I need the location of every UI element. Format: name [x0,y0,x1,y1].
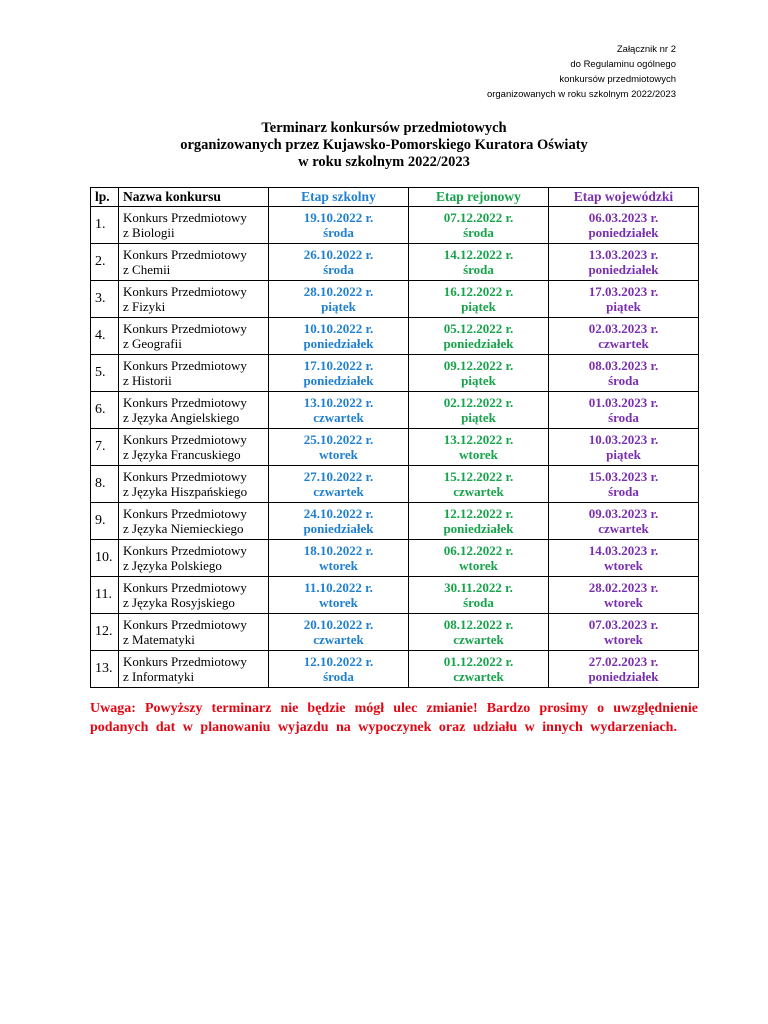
header-voivodeship-stage: Etap wojewódzki [549,188,699,207]
contest-name-line: Konkurs Przedmiotowy [123,654,247,669]
weekday: wtorek [604,595,643,610]
voivodeship-stage-date [549,244,699,281]
weekday: wtorek [459,447,498,462]
voivodeship-stage-date [549,355,699,392]
school-stage-date [269,614,409,651]
date-value: 28.02.2023 r. [588,579,659,595]
regional-stage-date [409,355,549,392]
contest-name-line: z Chemii [123,262,171,277]
date-value: 26.10.2022 r. [303,246,374,262]
weekday: wtorek [319,558,358,573]
contest-name-line: Konkurs Przedmiotowy [123,284,247,299]
table-row [91,318,699,355]
table-row [91,577,699,614]
weekday: piątek [606,299,641,314]
weekday: środa [463,262,494,277]
date-value: 07.03.2023 r. [588,616,659,632]
weekday: poniedziałek [303,336,374,351]
weekday: poniedziałek [588,225,659,240]
attachment-note [487,42,676,102]
weekday: czwartek [598,521,649,536]
contest-name [119,577,269,614]
weekday: wtorek [319,595,358,610]
contest-name-line: z Języka Angielskiego [123,410,240,425]
table-row [91,207,699,244]
date-value: 20.10.2022 r. [303,616,374,632]
date-value: 28.10.2022 r. [303,283,374,299]
regional-stage-date [409,651,549,688]
contest-name [119,651,269,688]
date-value: 12.12.2022 r. [443,505,514,521]
weekday: środa [463,225,494,240]
school-stage-date [269,429,409,466]
weekday: piątek [461,299,496,314]
header-school-stage: Etap szkolny [269,188,409,207]
warning-note: Uwaga: Powyższy terminarz nie będzie mógł ulec zmianie! Bardzo prosimy o uwzględnienie podanych dat w planowaniu wyjazdu na wypoczynek oraz udziału w innych wydarzeniach. [90,701,698,735]
date-value: 06.03.2023 r. [588,209,659,225]
contest-name-line: Konkurs Przedmiotowy [123,580,247,595]
row-number: 3. [91,281,119,318]
weekday: środa [463,595,494,610]
row-number: 13. [91,651,119,688]
table-row [91,355,699,392]
weekday: wtorek [319,447,358,462]
date-value: 02.12.2022 r. [443,394,514,410]
row-number: 1. [91,207,119,244]
date-value: 13.12.2022 r. [443,431,514,447]
row-number: 4. [91,318,119,355]
contest-name [119,614,269,651]
regional-stage-date [409,318,549,355]
date-value: 08.03.2023 r. [588,357,659,373]
table-row [91,392,699,429]
weekday: wtorek [604,632,643,647]
attachment-line: organizowanych w roku szkolnym 2022/2023 [486,89,676,100]
school-stage-date [269,651,409,688]
row-number: 10. [91,540,119,577]
voivodeship-stage-date [549,429,699,466]
date-value: 09.03.2023 r. [588,505,659,521]
contest-name-line: Konkurs Przedmiotowy [123,506,247,521]
row-number: 6. [91,392,119,429]
voivodeship-stage-date [549,651,699,688]
contest-name-line: z Języka Niemieckiego [123,521,244,536]
attachment-line: konkursów przedmiotowych [559,74,676,85]
title-line: organizowanych przez Kujawsko-Pomorskiego Kuratora Oświaty [180,137,588,153]
weekday: środa [323,262,354,277]
voivodeship-stage-date [549,503,699,540]
contest-name [119,466,269,503]
weekday: piątek [461,410,496,425]
regional-stage-date [409,244,549,281]
contest-name-line: z Języka Polskiego [123,558,222,573]
weekday: piątek [606,447,641,462]
weekday: czwartek [313,410,364,425]
contest-name [119,392,269,429]
contest-name-line: z Biologii [123,225,175,240]
school-stage-date [269,392,409,429]
weekday: środa [323,669,354,684]
regional-stage-date [409,281,549,318]
row-number: 8. [91,466,119,503]
contest-name-line: Konkurs Przedmiotowy [123,395,247,410]
date-value: 08.12.2022 r. [443,616,514,632]
school-stage-date [269,540,409,577]
regional-stage-date [409,614,549,651]
date-value: 17.10.2022 r. [303,357,374,373]
weekday: poniedziałek [588,669,659,684]
weekday: poniedziałek [443,336,514,351]
regional-stage-date [409,503,549,540]
contest-name-line: z Geografii [123,336,182,351]
title-line: w roku szkolnym 2022/2023 [298,154,470,170]
contest-name [119,244,269,281]
school-stage-date [269,244,409,281]
regional-stage-date [409,577,549,614]
school-stage-date [269,466,409,503]
weekday: środa [608,373,639,388]
row-number: 7. [91,429,119,466]
voivodeship-stage-date [549,577,699,614]
row-number: 2. [91,244,119,281]
table-row [91,429,699,466]
weekday: czwartek [453,632,504,647]
weekday: środa [323,225,354,240]
regional-stage-date [409,540,549,577]
row-number: 11. [91,577,119,614]
date-value: 10.10.2022 r. [303,320,374,336]
date-value: 25.10.2022 r. [303,431,374,447]
weekday: wtorek [459,558,498,573]
contest-name-line: Konkurs Przedmiotowy [123,543,247,558]
header-regional-stage: Etap rejonowy [409,188,549,207]
table-row [91,540,699,577]
table-row [91,466,699,503]
contest-name-line: Konkurs Przedmiotowy [123,358,247,373]
regional-stage-date [409,429,549,466]
date-value: 15.03.2023 r. [588,468,659,484]
table-header-row [91,188,699,207]
contest-name-line: Konkurs Przedmiotowy [123,617,247,632]
date-value: 27.02.2023 r. [588,653,659,669]
weekday: środa [608,410,639,425]
row-number: 9. [91,503,119,540]
title-line: Terminarz konkursów przedmiotowych [261,120,507,136]
date-value: 27.10.2022 r. [303,468,374,484]
regional-stage-date [409,466,549,503]
contest-name-line: Konkurs Przedmiotowy [123,321,247,336]
attachment-line: do Regulaminu ogólnego [570,59,676,70]
voivodeship-stage-date [549,466,699,503]
contest-name [119,503,269,540]
voivodeship-stage-date [549,614,699,651]
weekday: wtorek [604,558,643,573]
contest-name-line: z Języka Hiszpańskiego [123,484,248,499]
regional-stage-date [409,207,549,244]
date-value: 06.12.2022 r. [443,542,514,558]
voivodeship-stage-date [549,318,699,355]
contest-name [119,429,269,466]
date-value: 11.10.2022 r. [304,579,373,595]
contest-name [119,281,269,318]
contest-name [119,355,269,392]
document-title [0,120,768,171]
date-value: 02.03.2023 r. [588,320,659,336]
contest-name [119,540,269,577]
school-stage-date [269,577,409,614]
school-stage-date [269,207,409,244]
contest-name-line: Konkurs Przedmiotowy [123,469,247,484]
weekday: poniedziałek [443,521,514,536]
date-value: 01.12.2022 r. [443,653,514,669]
date-value: 07.12.2022 r. [443,209,514,225]
school-stage-date [269,355,409,392]
row-number: 12. [91,614,119,651]
contest-name [119,318,269,355]
date-value: 10.03.2023 r. [588,431,659,447]
contest-name-line: z Historii [123,373,172,388]
weekday: poniedziałek [303,373,374,388]
schedule-table [90,187,699,688]
attachment-line: Załącznik nr 2 [616,44,676,55]
school-stage-date [269,503,409,540]
voivodeship-stage-date [549,540,699,577]
header-lp: lp. [91,188,119,207]
date-value: 19.10.2022 r. [303,209,374,225]
voivodeship-stage-date [549,281,699,318]
voivodeship-stage-date [549,392,699,429]
table-row [91,614,699,651]
table-row [91,244,699,281]
table-row [91,651,699,688]
contest-name-line: z Matematyki [123,632,195,647]
date-value: 09.12.2022 r. [443,357,514,373]
weekday: piątek [321,299,356,314]
contest-name-line: z Języka Rosyjskiego [123,595,235,610]
weekday: poniedziałek [588,262,659,277]
date-value: 01.03.2023 r. [588,394,659,410]
contest-name-line: z Języka Francuskiego [123,447,241,462]
contest-name-line: z Informatyki [123,669,195,684]
weekday: czwartek [313,484,364,499]
date-value: 24.10.2022 r. [303,505,374,521]
weekday: czwartek [453,669,504,684]
contest-name [119,207,269,244]
weekday: czwartek [598,336,649,351]
date-value: 16.12.2022 r. [443,283,514,299]
header-name: Nazwa konkursu [119,188,269,207]
regional-stage-date [409,392,549,429]
voivodeship-stage-date [549,207,699,244]
row-number: 5. [91,355,119,392]
date-value: 15.12.2022 r. [443,468,514,484]
date-value: 30.11.2022 r. [444,579,513,595]
date-value: 12.10.2022 r. [303,653,374,669]
weekday: czwartek [453,484,504,499]
date-value: 14.12.2022 r. [443,246,514,262]
weekday: poniedziałek [303,521,374,536]
date-value: 14.03.2023 r. [588,542,659,558]
school-stage-date [269,281,409,318]
table-row [91,281,699,318]
contest-name-line: z Fizyki [123,299,166,314]
contest-name-line: Konkurs Przedmiotowy [123,247,247,262]
date-value: 13.03.2023 r. [588,246,659,262]
date-value: 18.10.2022 r. [303,542,374,558]
weekday: środa [608,484,639,499]
date-value: 13.10.2022 r. [303,394,374,410]
contest-name-line: Konkurs Przedmiotowy [123,432,247,447]
date-value: 17.03.2023 r. [588,283,659,299]
weekday: piątek [461,373,496,388]
contest-name-line: Konkurs Przedmiotowy [123,210,247,225]
table-row [91,503,699,540]
school-stage-date [269,318,409,355]
date-value: 05.12.2022 r. [443,320,514,336]
weekday: czwartek [313,632,364,647]
